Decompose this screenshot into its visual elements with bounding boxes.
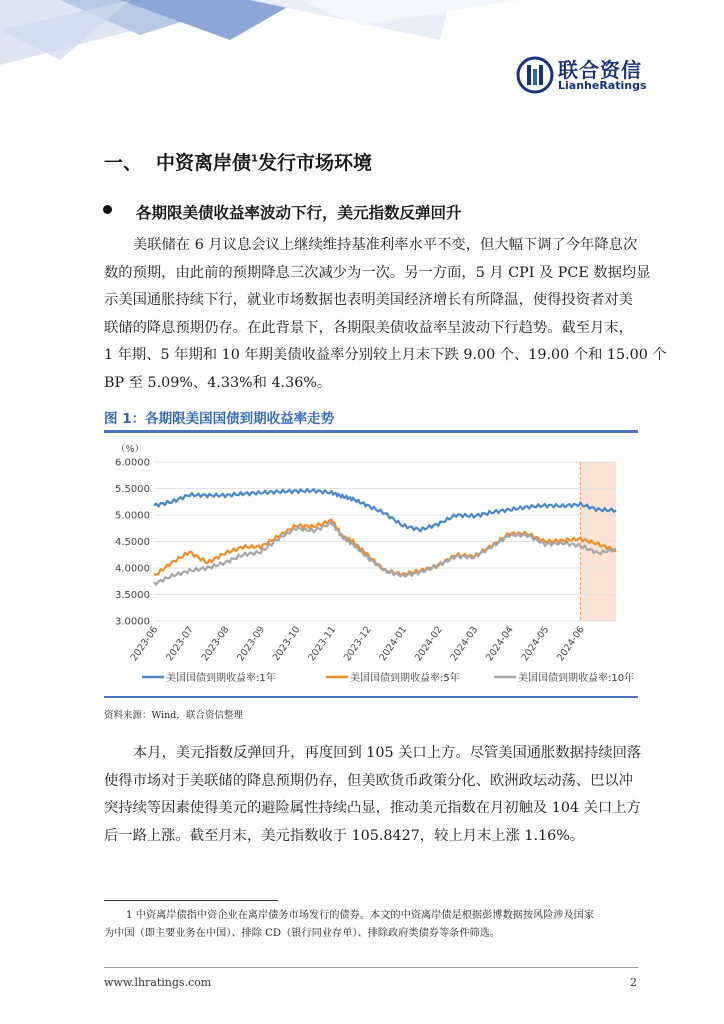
- section-number: 一、: [104, 152, 143, 174]
- logo-mark-icon: [516, 56, 554, 94]
- paragraph-rates: [104, 232, 667, 397]
- yield-line-chart: [104, 436, 638, 694]
- text-line: 1 年期、5 年期和 10 年期美债收益率分别较上月末下跌 9.00 个、19.00 个和 15.00 个: [104, 347, 667, 363]
- footnote-rule: [104, 900, 278, 901]
- paragraph-dollar-index: [104, 740, 644, 850]
- footer-rule: [104, 967, 638, 968]
- footer-url[interactable]: www.lhratings.com: [104, 976, 212, 989]
- legend-label: 美国国债到期收益率:1年: [166, 673, 276, 684]
- y-tick-label: 4.5000: [115, 537, 150, 548]
- y-tick-label: 5.0000: [115, 510, 150, 522]
- x-tick-label: 2023-08: [199, 624, 232, 664]
- y-tick-label: 3.0000: [115, 616, 150, 628]
- section-title: [104, 148, 372, 175]
- y-tick-label: 5.5000: [115, 484, 150, 495]
- y-tick-label: 3.5000: [115, 590, 150, 601]
- page-number: 2: [630, 976, 637, 989]
- text-line: 后一路上涨。截至月末，美元指数收于 105.8427，较上月末上涨 1.16%。: [104, 827, 585, 844]
- footnote-ref[interactable]: 1: [251, 153, 258, 165]
- bullet-icon: [103, 205, 112, 214]
- x-tick-label: 2024-02: [412, 624, 445, 664]
- logo-chinese-name: 联合资信: [558, 58, 642, 82]
- x-tick-label: 2024-04: [484, 624, 516, 664]
- y-axis-unit: （%）: [116, 444, 145, 455]
- text-line: 美联储在 6 月议息会议上继续维持基准利率水平不变，但大幅下调了今年降息次: [133, 237, 638, 253]
- text-line: 联储的降息预期仍存。在此背景下，各期限美债收益率呈波动下行趋势。截至月末，: [104, 319, 633, 336]
- y-tick-label: 4.0000: [115, 563, 150, 575]
- x-tick-label: 2023-10: [270, 624, 303, 664]
- x-tick-label: 2023-07: [164, 624, 196, 664]
- x-tick-label: 2023-11: [306, 624, 339, 664]
- text-line: 示美国通胀持续下行，就业市场数据也表明美国经济增长有所降温，使得投资者对美: [104, 292, 633, 308]
- text-line: BP 至 5.09%、4.33%和 4.36%。: [104, 374, 332, 391]
- x-tick-label: 2023-06: [128, 624, 161, 664]
- section-title-text: 中资离岸债: [156, 152, 252, 174]
- text-line: 使得市场对于美联储的降息预期仍存，但美欧货币政策分化、欧洲政坛动荡、巴以冲: [104, 772, 633, 789]
- company-logo: [516, 52, 656, 94]
- legend-label: 美国国债到期收益率:5年: [350, 673, 460, 684]
- series-line: [154, 520, 616, 576]
- x-tick-label: 2023-12: [341, 624, 374, 664]
- section-title-tail: 发行市场环境: [257, 152, 372, 174]
- figure-title: 图 1：各期限美国国债到期收益率走势: [104, 411, 335, 427]
- x-tick-label: 2024-06: [555, 624, 587, 664]
- x-tick-label: 2023-09: [235, 624, 268, 664]
- footnote-line: 为中国（即主要业务在中国）、排除 CD（银行同业存单）、排除政府类债券等条件筛选。: [104, 928, 501, 939]
- text-line: 数的预期，由此前的预期降息三次减少为一次。另一方面，5 月 CPI 及 PCE 数据均显: [104, 264, 651, 281]
- figure-source: 资料来源：Wind，联合资信整理: [104, 710, 243, 721]
- subsection-title: 各期限美债收益率波动下行，美元指数反弹回升: [136, 204, 462, 222]
- figure-bottom-rule: [104, 696, 638, 698]
- footnote-line: 1 中资离岸债指中资企业在离岸债务市场发行的债券。本文的中资离岸债是根据彭博数据按风险涉及国家: [126, 910, 595, 921]
- x-tick-label: 2024-03: [448, 624, 481, 664]
- text-line: 突持续等因素使得美元的避险属性持续凸显，推动美元指数在月初触及 104 关口上方: [104, 800, 641, 816]
- series-line: [154, 489, 616, 531]
- footnote: [104, 907, 644, 943]
- legend-label: 美国国债到期收益率:10年: [518, 673, 635, 684]
- text-line: 本月，美元指数反弹回升，再度回到 105 关口上方。尽管美国通胀数据持续回落: [133, 745, 642, 761]
- x-tick-label: 2024-05: [519, 624, 552, 664]
- logo-english-name: LianheRatings: [558, 79, 647, 92]
- figure-top-rule: [104, 430, 638, 433]
- y-tick-label: 6.0000: [115, 457, 150, 469]
- x-tick-label: 2024-01: [377, 624, 410, 664]
